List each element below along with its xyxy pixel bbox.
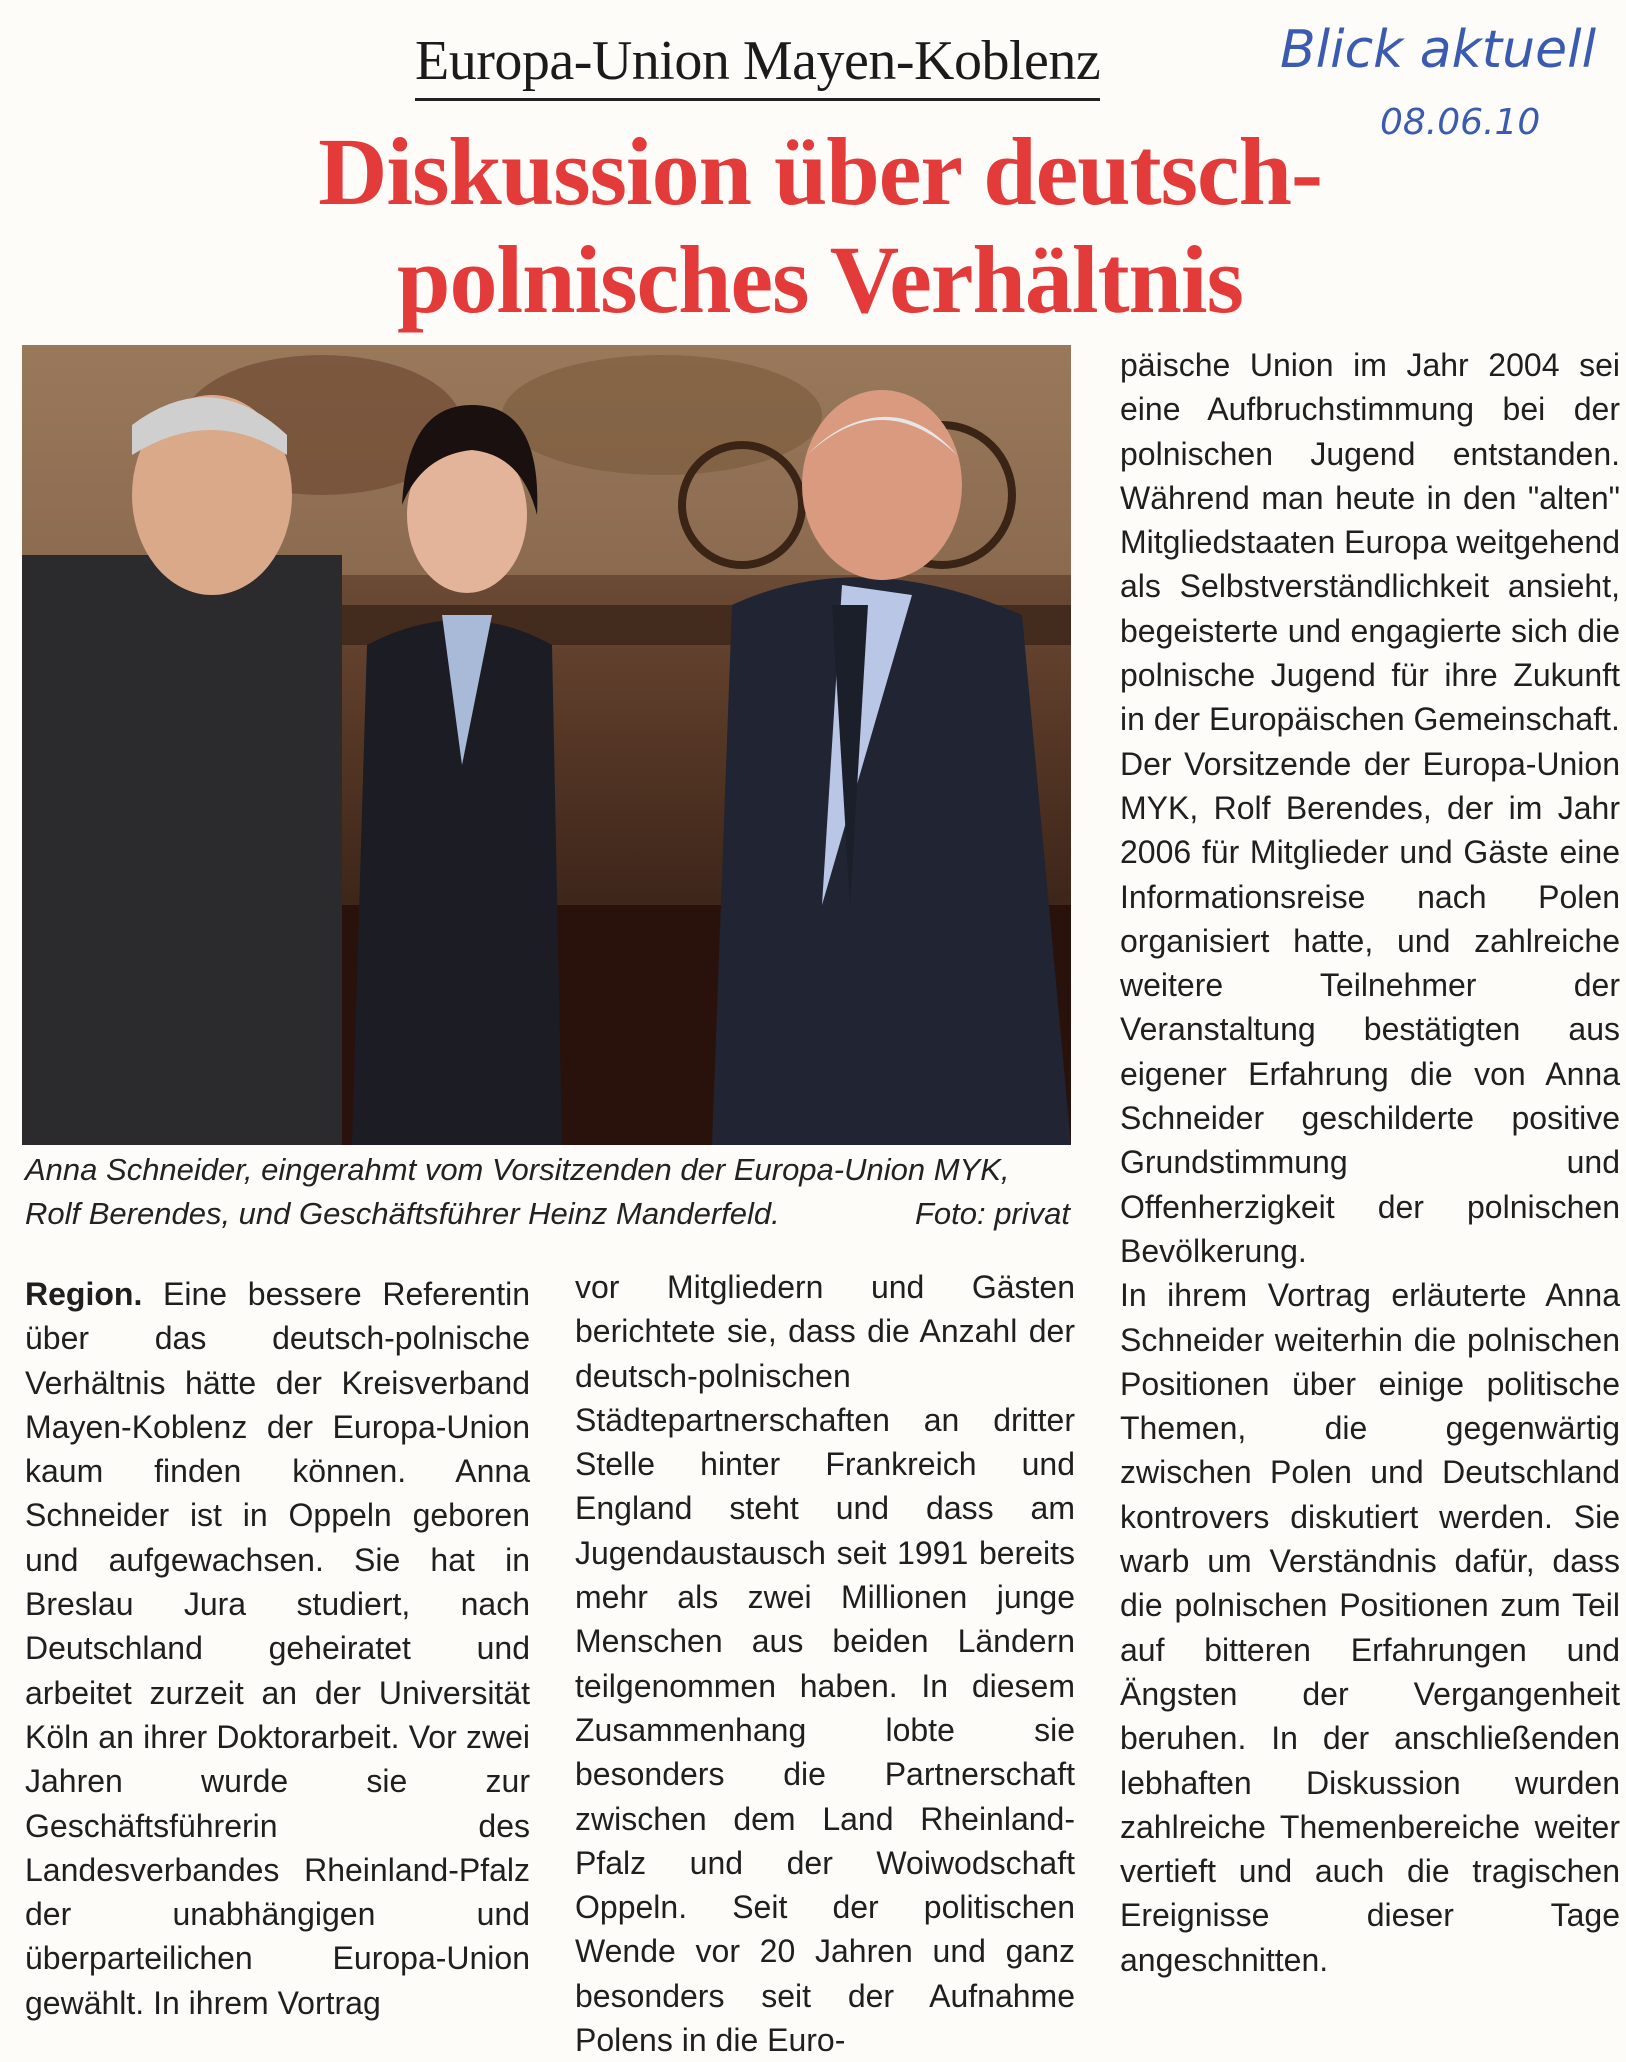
dateline: Region. xyxy=(25,1276,143,1312)
article-column-1 xyxy=(25,1272,530,2025)
column-1-text: Eine bessere Referentin über das deutsch-polnische Verhältnis hätte der Kreisverband Mayen-Koblenz der Europa-Union kaum finden können. Anna Schneider ist in Oppeln geboren und aufgewachsen. Sie hat in Breslau Jura studiert, nach Deutschland geheiratet und arbeitet zurzeit an der Universität Köln an ihrer Doktorarbeit. Vor zwei Jahren wurde sie zur Geschäftsführerin des Landesverbandes Rheinland-Pfalz der unabhängigen und überparteilichen Europa-Union gewählt. In ihrem Vortrag xyxy=(25,1276,531,2021)
headline-line-1: Diskussion über deutsch- xyxy=(318,118,1322,225)
headline-line-2: polnisches Verhältnis xyxy=(397,226,1243,333)
caption-text: Anna Schneider, eingerahmt vom Vorsitzenden der Europa-Union MYK, Rolf Berendes, und Geschäftsführer Heinz Manderfeld. xyxy=(25,1152,1010,1231)
article-column-3 xyxy=(1120,343,1620,1982)
headline xyxy=(300,118,1340,334)
photo-illustration xyxy=(22,345,1071,1145)
section-kicker: Europa-Union Mayen-Koblenz xyxy=(415,26,1100,101)
column-3-paragraph-1: päische Union im Jahr 2004 sei eine Aufbruchstimmung bei der polnischen Jugend entstanden. Während man heute in den "alten" Mitgliedstaaten Europa weitgehend als Selbstverständlichkeit ansieht, begeisterte und engagierte sich die polnische Jugend für ihre Zukunft in der Europäischen Gemeinschaft. xyxy=(1120,347,1620,738)
handwritten-date-note: 08.06.10 xyxy=(1380,102,1541,143)
handwritten-source-note: Blick aktuell xyxy=(1280,20,1597,80)
article-column-2 xyxy=(575,1265,1075,2062)
photo-credit: Foto: privat xyxy=(914,1196,1070,1231)
column-2-text: vor Mitgliedern und Gästen berichtete sie, dass die Anzahl der deutsch-polnischen Städtepartnerschaften an dritter Stelle hinter Frankreich und England steht und dass am Jugendaustausch seit 1991 bereits mehr als zwei Millionen junge Menschen aus beiden Ländern teilgenommen haben. In diesem Zusammenhang lobte sie besonders die Partnerschaft zwischen dem Land Rheinland-Pfalz und der Woiwodschaft Oppeln. Seit der politischen Wende vor 20 Jahren und ganz besonders seit der Aufnahme Polens in die Euro- xyxy=(575,1269,1075,2059)
photo-caption xyxy=(25,1148,1070,1236)
column-3-paragraph-3: In ihrem Vortrag erläuterte Anna Schneider weiterhin die polnischen Positionen über einige politische Themen, die gegenwärtig zwischen Polen und Deutschland kontrovers diskutiert werden. Sie warb um Verständnis dafür, dass die polnischen Positionen zum Teil auf bitteren Erfahrungen und Ängsten der Vergangenheit beruhen. In der anschließenden lebhaften Diskussion wurden zahlreiche Themenbereiche weiter vertieft und auch die tragischen Ereignisse dieser Tage angeschnitten. xyxy=(1120,1277,1620,1978)
article-photo xyxy=(22,345,1071,1145)
column-3-paragraph-2: Der Vorsitzende der Europa-Union MYK, Rolf Berendes, der im Jahr 2006 für Mitglieder und Gäste eine Informationsreise nach Polen organisiert hatte, und zahlreiche weitere Teilnehmer der Veranstaltung bestätigten aus eigener Erfahrung die von Anna Schneider geschilderte positive Grundstimmung und Offenherzigkeit der polnischen Bevölkerung. xyxy=(1120,745,1620,1269)
